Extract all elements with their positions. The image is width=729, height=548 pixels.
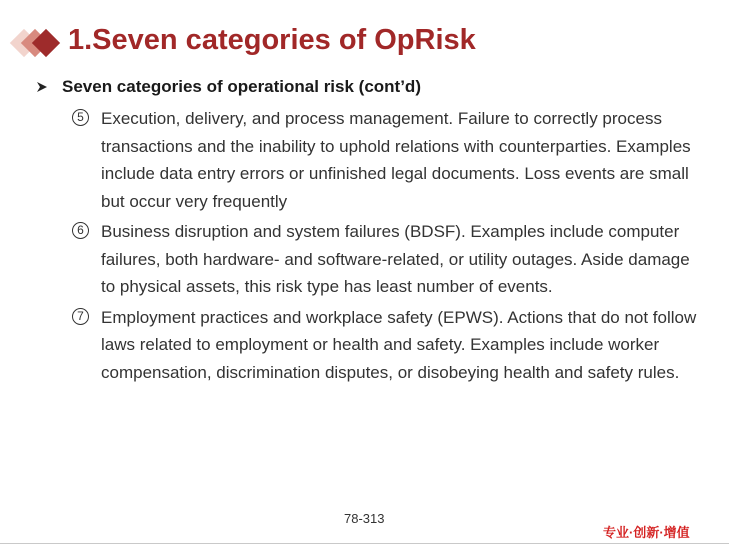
slide-title: 1.Seven categories of OpRisk: [68, 24, 476, 56]
bottom-divider: [0, 543, 729, 544]
circled-number-icon: 6: [72, 222, 89, 239]
list-item-text: Business disruption and system failures (BDSF). Examples include computer failures, both hardware- and software-related, or utility outages. Aside damage to physical assets, this risk type has least number of events.: [101, 222, 690, 296]
page-number: 78-313: [344, 511, 385, 526]
circled-number-icon: 7: [72, 308, 89, 325]
circled-number-icon: 5: [72, 109, 89, 126]
list-item: [72, 105, 702, 215]
slogan-text: 专业·创新·增值: [603, 525, 690, 540]
section-heading: [36, 77, 421, 97]
list-item: [72, 304, 702, 387]
list-item: [72, 218, 702, 301]
diamond-logo-icon: [8, 26, 66, 60]
category-list: [72, 105, 702, 389]
section-heading-text: Seven categories of operational risk (cont’d): [62, 77, 421, 96]
list-item-text: Execution, delivery, and process management. Failure to correctly process transactions and the inability to uphold relations with counterparties. Examples include data entry errors or unfinished legal documents. Loss events are small but occur very frequently: [101, 109, 691, 211]
arrow-bullet-icon: [36, 81, 48, 93]
list-item-text: Employment practices and workplace safety (EPWS). Actions that do not follow laws related to employment or health and safety. Examples include worker compensation, discrimination disputes, or disobeying health and safety rules.: [101, 307, 697, 382]
